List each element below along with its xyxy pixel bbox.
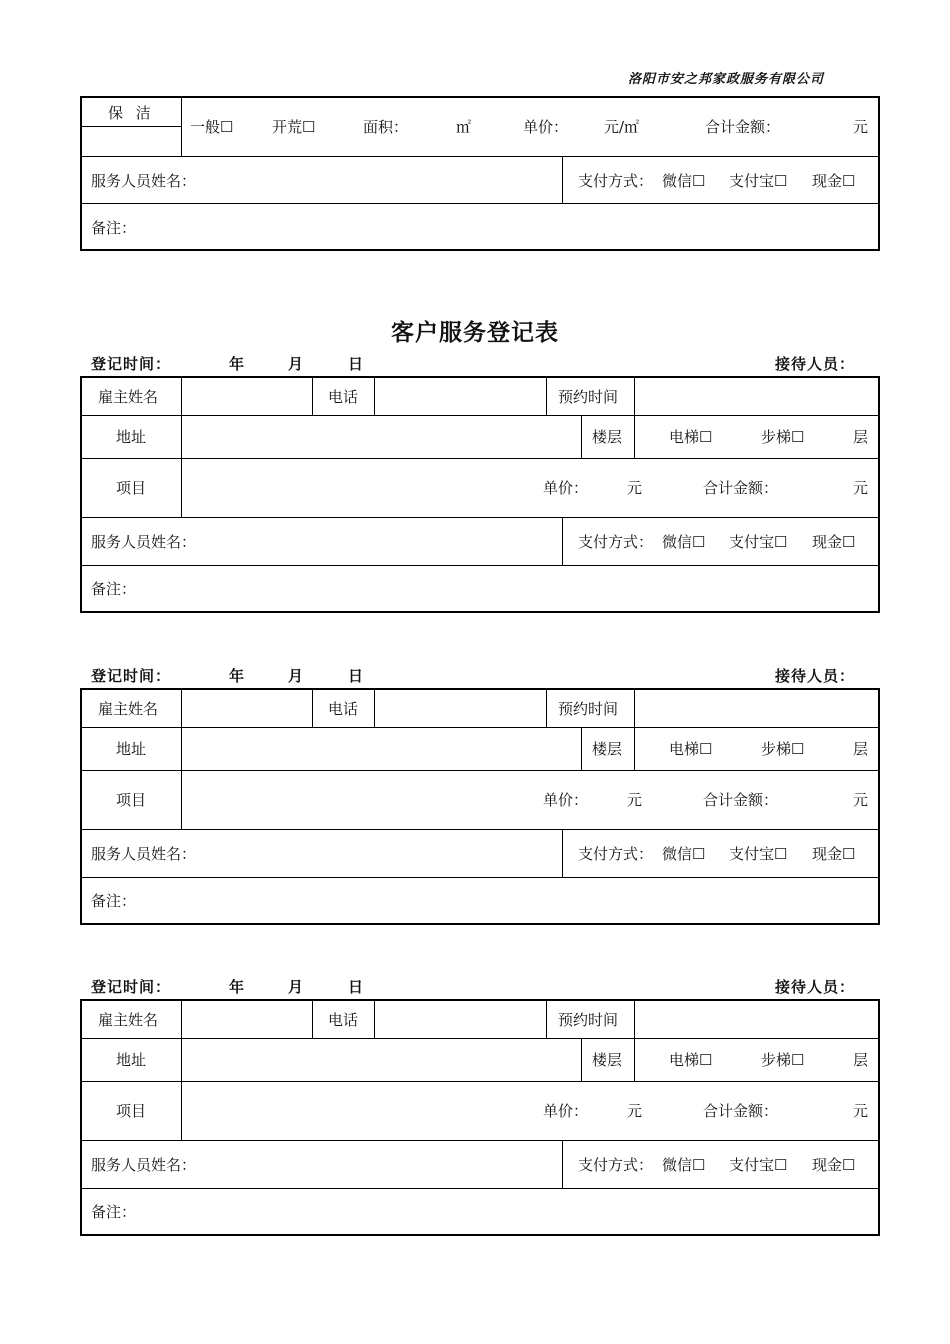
divider [374,377,375,415]
divider [634,416,635,458]
floor-label: 楼层 [592,740,623,758]
day-label: 日 [348,978,365,996]
year-label: 年 [229,355,246,373]
item-label: 项目 [116,479,147,497]
item-label: 项目 [116,1102,147,1120]
divider [82,1188,878,1189]
payment-label: 支付方式： [578,172,654,190]
divider [82,727,878,728]
reg-time-label: 登记时间： [91,978,172,996]
divider [634,1039,635,1081]
remarks-label: 备注： [91,892,137,910]
divider [312,1000,313,1038]
divider [581,1039,582,1081]
floor-unit-label: 层 [853,740,869,758]
unit-price-currency: 元 [627,479,643,497]
remarks-label: 备注： [91,1203,137,1221]
day-label: 日 [348,355,365,373]
divider [82,156,878,157]
phone-label: 电话 [328,388,359,406]
floor-label: 楼层 [592,1051,623,1069]
unit-price-unit: 元/㎡ [604,118,640,136]
unit-price-label: 单价： [543,791,589,809]
payment-label: 支付方式： [578,533,654,551]
remarks-label: 备注： [91,219,137,237]
year-label: 年 [229,667,246,685]
area-label: 面积： [363,118,409,136]
pay-cash-checkbox[interactable]: 现金☐ [812,845,856,863]
elevator-checkbox[interactable]: 电梯☐ [669,740,713,758]
reception-label: 接待人员： [775,355,856,373]
total-label: 合计金额： [703,1102,779,1120]
form-title: 客户服务登记表 [391,319,559,346]
total-currency: 元 [853,1102,869,1120]
divider [82,829,878,830]
staff-name-label: 服务人员姓名： [91,845,197,863]
staff-name-label: 服务人员姓名： [91,533,197,551]
company-name: 洛阳市安之邦家政服务有限公司 [628,72,825,87]
divider [82,458,878,459]
floor-label: 楼层 [592,428,623,446]
divider [374,1000,375,1038]
reg-time-label: 登记时间： [91,667,172,685]
unit-price-currency: 元 [627,791,643,809]
payment-label: 支付方式： [578,1156,654,1174]
pay-wechat-checkbox[interactable]: 微信☐ [662,845,706,863]
stairs-checkbox[interactable]: 步梯☐ [761,428,805,446]
divider [546,1000,547,1038]
pay-alipay-checkbox[interactable]: 支付宝☐ [729,1156,788,1174]
divider [581,728,582,770]
divider [181,1000,182,1140]
address-label: 地址 [116,1051,147,1069]
unit-price-label: 单价： [523,118,569,136]
divider [634,377,635,415]
phone-label: 电话 [328,700,359,718]
month-label: 月 [288,978,305,996]
divider [581,416,582,458]
total-currency: 元 [853,791,869,809]
divider [374,689,375,727]
cleaning-label: 保 洁 [108,104,155,122]
pay-alipay-checkbox[interactable]: 支付宝☐ [729,845,788,863]
staff-name-label: 服务人员姓名： [91,172,197,190]
floor-unit-label: 层 [853,1051,869,1069]
unit-price-currency: 元 [627,1102,643,1120]
payment-label: 支付方式： [578,845,654,863]
option-general[interactable]: 一般☐ [190,118,234,136]
divider [312,377,313,415]
divider [634,689,635,727]
stairs-checkbox[interactable]: 步梯☐ [761,1051,805,1069]
total-currency: 元 [853,118,869,136]
address-label: 地址 [116,428,147,446]
elevator-checkbox[interactable]: 电梯☐ [669,428,713,446]
divider [181,377,182,517]
divider [562,830,563,877]
area-unit: ㎡ [456,118,472,136]
total-label: 合计金额： [703,479,779,497]
divider [546,377,547,415]
floor-unit-label: 层 [853,428,869,446]
unit-price-label: 单价： [543,1102,589,1120]
divider [562,518,563,565]
reg-time-label: 登记时间： [91,355,172,373]
pay-cash-checkbox[interactable]: 现金☐ [812,172,856,190]
employer-name-label: 雇主姓名 [98,388,159,406]
divider [181,689,182,829]
employer-name-label: 雇主姓名 [98,700,159,718]
divider [82,126,181,127]
divider [82,1140,878,1141]
pay-cash-checkbox[interactable]: 现金☐ [812,1156,856,1174]
reception-label: 接待人员： [775,978,856,996]
unit-price-label: 单价： [543,479,589,497]
month-label: 月 [288,667,305,685]
divider [312,689,313,727]
address-label: 地址 [116,740,147,758]
divider [562,157,563,203]
divider [82,1038,878,1039]
divider [634,728,635,770]
total-label: 合计金额： [705,118,781,136]
stairs-checkbox[interactable]: 步梯☐ [761,740,805,758]
phone-label: 电话 [328,1011,359,1029]
option-pioneer[interactable]: 开荒☐ [272,118,316,136]
divider [634,1000,635,1038]
appointment-time-label: 预约时间 [558,700,619,718]
elevator-checkbox[interactable]: 电梯☐ [669,1051,713,1069]
pay-alipay-checkbox[interactable]: 支付宝☐ [729,172,788,190]
employer-name-label: 雇主姓名 [98,1011,159,1029]
day-label: 日 [348,667,365,685]
pay-wechat-checkbox[interactable]: 微信☐ [662,1156,706,1174]
divider [82,203,878,204]
month-label: 月 [288,355,305,373]
divider [82,517,878,518]
divider [546,689,547,727]
remarks-label: 备注： [91,580,137,598]
appointment-time-label: 预约时间 [558,1011,619,1029]
reception-label: 接待人员： [775,667,856,685]
staff-name-label: 服务人员姓名： [91,1156,197,1174]
total-currency: 元 [853,479,869,497]
divider [82,877,878,878]
item-label: 项目 [116,791,147,809]
pay-wechat-checkbox[interactable]: 微信☐ [662,172,706,190]
divider [562,1141,563,1188]
year-label: 年 [229,978,246,996]
divider [82,565,878,566]
pay-cash-checkbox[interactable]: 现金☐ [812,533,856,551]
divider [82,415,878,416]
appointment-time-label: 预约时间 [558,388,619,406]
pay-wechat-checkbox[interactable]: 微信☐ [662,533,706,551]
divider [82,1081,878,1082]
pay-alipay-checkbox[interactable]: 支付宝☐ [729,533,788,551]
total-label: 合计金额： [703,791,779,809]
divider [181,97,182,156]
divider [82,770,878,771]
